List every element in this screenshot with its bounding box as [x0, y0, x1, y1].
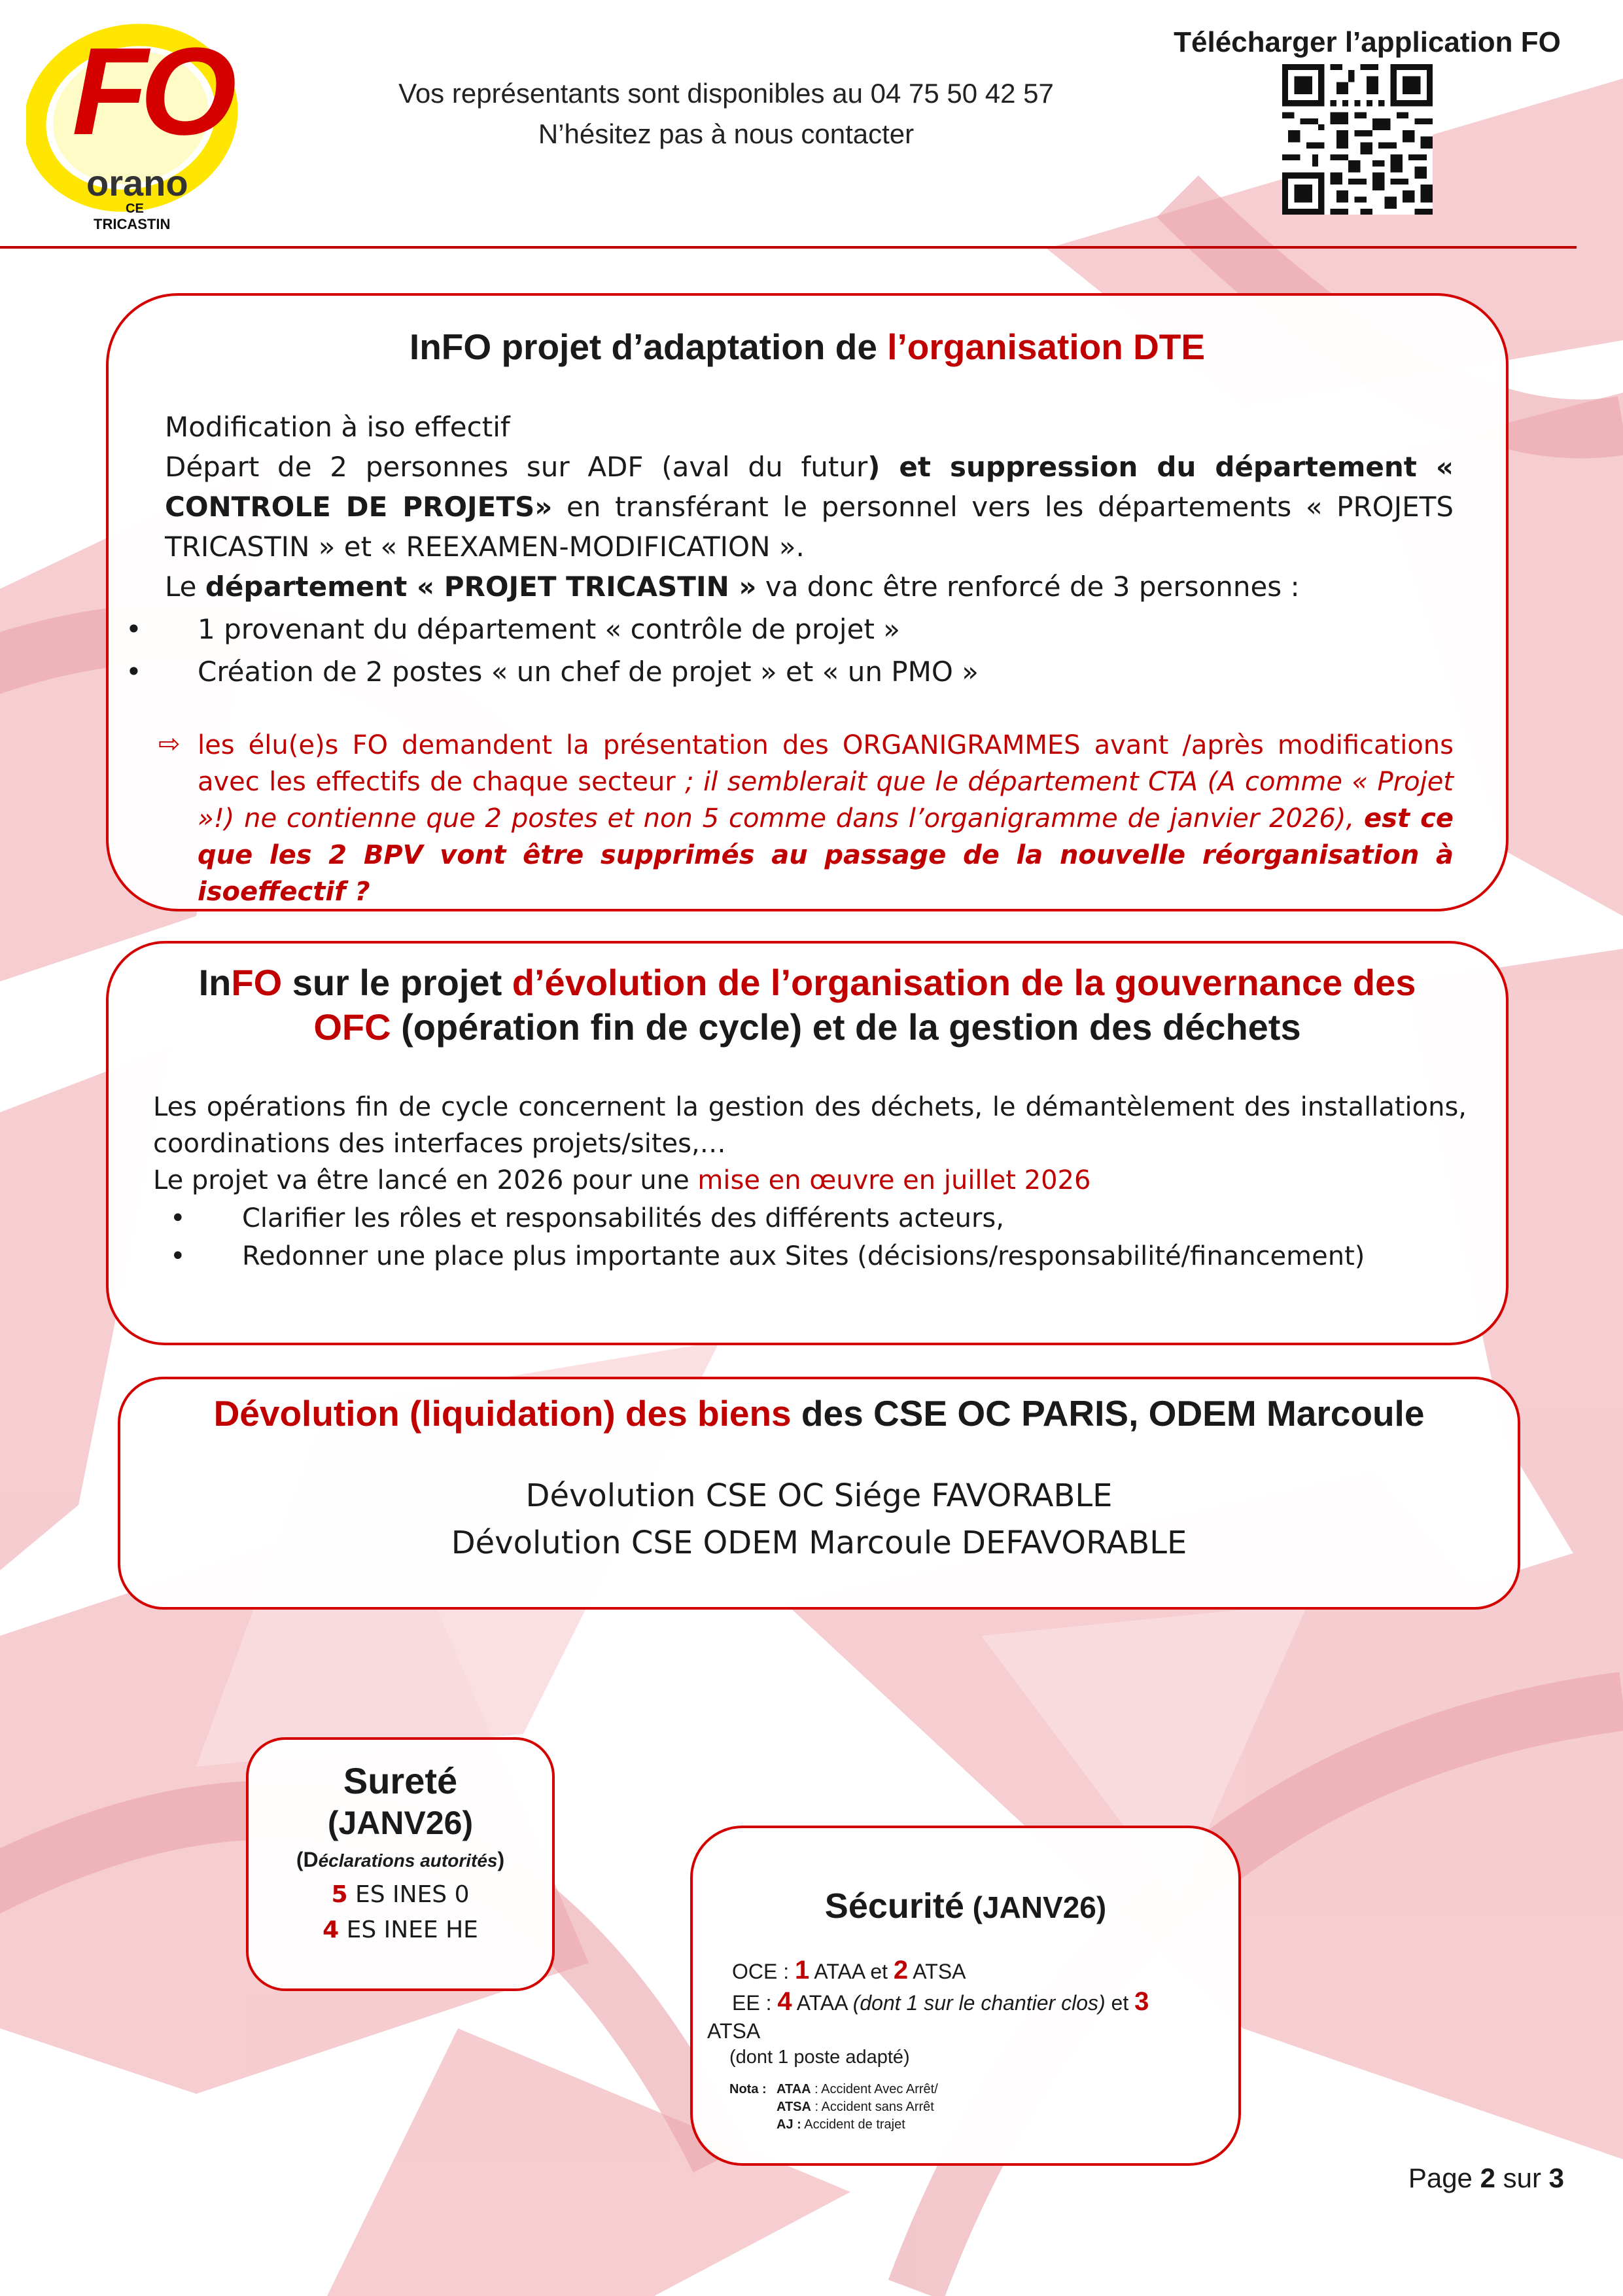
dte-demand — [158, 727, 1454, 910]
ofc-p2-part-b: mise en œuvre en juillet 2026 — [697, 1165, 1091, 1195]
download-app-title: Télécharger l’application FO — [1174, 26, 1561, 58]
securite-ee-ataa-text: ATAA — [792, 1991, 853, 2015]
dte-p3-part-c: va donc être renforcé de 3 personnes : — [756, 571, 1300, 603]
page-number — [1408, 2163, 1564, 2194]
surete-title: Sureté — [343, 1760, 458, 1801]
securite-oce-ataa-count: 1 — [795, 1956, 810, 1985]
dte-bullet-2: • Création de 2 postes « un chef de projet » et « un PMO » — [145, 652, 1454, 692]
devolution-title — [120, 1392, 1518, 1434]
contact-line-1: Vos représentants sont disponibles au 04 75 50 42 57 — [398, 78, 1054, 109]
securite-oce-atsa-count: 2 — [893, 1956, 909, 1985]
section-dte-body — [158, 407, 1454, 910]
surete-box — [246, 1737, 555, 1991]
dte-demand-part-c: est ce que les 2 BPV vont être supprimés au passage de la nouvelle réorganisation à isoeffectif ? — [198, 804, 1454, 907]
fo-orano-logo — [26, 20, 242, 236]
contact-line-2: N’hésitez pas à nous contacter — [538, 118, 915, 149]
nota-line-1 — [729, 2081, 938, 2098]
section-ofc-body — [153, 1089, 1467, 1275]
devolution-line-2: Dévolution CSE ODEM Marcoule DEFAVORABLE — [451, 1525, 1187, 1561]
surete-decl-c: ) — [497, 1848, 505, 1871]
ofc-bullet-1: • Clarifier les rôles et responsabilités des différents acteurs, — [190, 1200, 1467, 1237]
nota-line-2 — [729, 2098, 938, 2116]
nota-3-key: AJ : — [777, 2117, 801, 2132]
securite-oce-line — [732, 1954, 966, 1988]
dte-p2-part-b: ) et suppression du département « — [867, 451, 1454, 483]
ofc-title-part-3: sur le projet — [282, 962, 512, 1003]
page-current: 2 — [1480, 2163, 1495, 2193]
securite-box — [690, 1826, 1241, 2166]
surete-line-2-number: 4 — [323, 1916, 340, 1943]
surete-line-1 — [249, 1877, 552, 1913]
logo-brand: orano — [86, 162, 188, 203]
devolution-line-1: Dévolution CSE OC Siége FAVORABLE — [525, 1477, 1113, 1514]
securite-oce-label: OCE : — [732, 1960, 795, 1983]
surete-declarations — [249, 1843, 552, 1877]
securite-ee-ataa-count: 4 — [777, 1987, 792, 2016]
ofc-title-part-6: (opération fin de cycle) et de la gestion des déchets — [391, 1006, 1301, 1048]
ofc-title-part-1: In — [198, 962, 232, 1003]
securite-ee-label: EE : — [732, 1991, 778, 2015]
section-ofc-governance — [106, 941, 1509, 1345]
nota-2-key: ATSA — [777, 2100, 811, 2114]
section-dte-title-highlight: l’organisation DTE — [887, 327, 1206, 367]
securite-period: (JANV26) — [964, 1890, 1107, 1924]
ofc-p2-part-a: Le projet va être lancé en 2026 pour une — [153, 1165, 698, 1195]
header-divider — [0, 246, 1577, 249]
nota-3-value: Accident de trajet — [801, 2117, 905, 2132]
securite-oce-ataa-text: ATAA et — [809, 1960, 894, 1983]
dte-demand-part-a: les élu(e)s FO demandent la présentation des ORGANIGRAMMES avant /après modifications avec les effectifs de chaque secteur — [198, 730, 1454, 797]
securite-ee-adapted: (dont 1 poste adapté) — [729, 2047, 910, 2068]
securite-title — [693, 1886, 1238, 1926]
securite-ee-and: et — [1105, 1991, 1135, 2015]
dte-p3-part-b: département « PROJET TRICASTIN » — [205, 571, 757, 603]
ofc-title-part-2: FO — [231, 962, 283, 1003]
dte-bullet-1: • 1 provenant du département « contrôle de projet » — [145, 609, 1454, 649]
dte-p3-part-a: Le — [165, 571, 205, 603]
ofc-title-part-5: OFC — [313, 1006, 391, 1048]
section-dte-title-main: InFO projet d’adaptation de — [409, 327, 888, 367]
surete-content — [249, 1759, 552, 1948]
qr-code[interactable] — [1282, 64, 1433, 215]
dte-p2-part-d: en transférant le personnel vers les départements « PROJETS TRICASTIN » et « REEXAMEN-MODIFICATION ». — [165, 491, 1454, 563]
arrow-right-icon: ⇨ — [158, 729, 181, 759]
dte-paragraph-3 — [165, 567, 1454, 607]
nota-label: Nota : — [729, 2082, 767, 2096]
securite-ee-line — [732, 1985, 1149, 2019]
dte-demand-part-b: ; il semblerait que le département CTA (A comme « Projet »!) ne contienne que 2 postes et non 5 comme dans l’organigramme de janvier 2026), — [198, 767, 1454, 834]
ofc-title-part-4: d’évolution de l’organisation de la gouvernance des — [512, 962, 1416, 1003]
nota-1-value: : Accident Avec Arrêt/ — [811, 2082, 938, 2096]
securite-title-text: Sécurité — [824, 1886, 964, 1926]
ofc-bullet-2: • Redonner une place plus importante aux Sites (décisions/responsabilité/financement) — [190, 1238, 1467, 1275]
securite-nota — [729, 2081, 938, 2134]
dte-paragraph-1: Modification à iso effectif — [165, 411, 510, 443]
logo-sub2: TRICASTIN — [94, 216, 171, 232]
page-of: sur — [1495, 2163, 1549, 2193]
ofc-paragraph-1: Les opérations fin de cycle concernent la gestion des déchets, le démantèlement des installations, coordinations des interfaces projets/sites,… — [153, 1092, 1467, 1159]
devolution-title-main: des CSE OC PARIS, ODEM Marcoule — [791, 1393, 1425, 1434]
devolution-title-highlight: Dévolution (liquidation) des biens — [213, 1393, 792, 1434]
surete-decl-a: (D — [296, 1848, 319, 1871]
dte-p2-part-a: Départ de 2 personnes sur ADF (aval du futur — [165, 451, 868, 483]
securite-ee-note: (dont 1 sur le chantier clos) — [852, 1991, 1106, 2015]
dte-paragraph-2 — [165, 447, 1454, 567]
logo-sub1: CE — [126, 202, 144, 216]
devolution-results — [120, 1472, 1518, 1566]
logo-fo-text: FO — [72, 22, 229, 161]
section-devolution — [118, 1377, 1520, 1610]
section-ofc-title — [109, 961, 1506, 1050]
contact-info — [366, 73, 1086, 154]
securite-oce-atsa-text: ATSA — [908, 1960, 966, 1983]
surete-decl-b: éclarations autorités — [318, 1850, 498, 1871]
surete-line-2-text: ES INEE HE — [339, 1916, 478, 1943]
page-total: 3 — [1548, 2163, 1564, 2193]
surete-period: (JANV26) — [327, 1805, 474, 1841]
nota-2-value: : Accident sans Arrêt — [811, 2100, 934, 2114]
surete-line-2 — [249, 1913, 552, 1948]
ofc-paragraph-2 — [153, 1162, 1467, 1199]
surete-line-1-number: 5 — [331, 1881, 348, 1908]
securite-ee-atsa: ATSA — [707, 2019, 761, 2043]
nota-line-3 — [729, 2116, 938, 2134]
dte-p2-part-c: CONTROLE DE PROJETS» — [165, 491, 553, 523]
surete-line-1-text: ES INES 0 — [347, 1881, 470, 1908]
page-label: Page — [1408, 2163, 1480, 2193]
nota-1-key: ATAA — [777, 2082, 811, 2096]
securite-ee-atsa-count: 3 — [1134, 1987, 1149, 2016]
section-dte-organisation — [106, 293, 1509, 911]
section-dte-title — [109, 326, 1506, 368]
